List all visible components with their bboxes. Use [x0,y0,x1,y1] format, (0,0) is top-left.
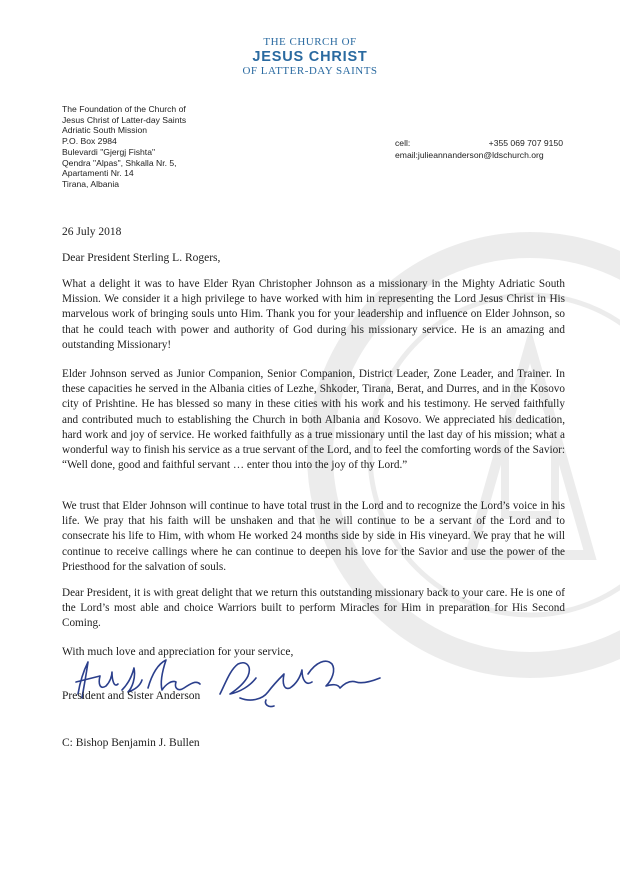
letterhead-line-main: JESUS CHRIST [252,48,368,65]
letter-date: 26 July 2018 [62,226,122,238]
body-paragraph: Elder Johnson served as Junior Companion, Senior Companion, District Leader, Zone Leader, and Trainer. In these capacities he served in the Albania cities of Lezhe, Shkoder, Tirana, Berat, and Durres, and in the Kosovo city of Prishtine. He has blessed so many in these cities with his work and his testimony. He served faithfully and contributed much to establishing the Church in both Albania and Kosovo. We appreciated his dedication, hard work and joy of service. He worked faithfully as a true missionary until the last day of his mission; what a wonderful way to finish his service as a true servant of the Lord, and to feel the comforting words of the Savior: “Well done, good and faithful servant … enter thou into the joy of thy Lord.” [62,368,565,472]
contact-info [395,138,563,161]
address-line: P.O. Box 2984 [62,136,117,147]
address-line: Jesus Christ of Latter-day Saints [62,114,187,125]
body-paragraph: We trust that Elder Johnson will continue to have total trust in the Lord and to recognize the Lord’s voice in his life. We pray that his faith will be unshaken and that he will continue to be a servant of the Lord and to consecrate his life to Him, with whom He worked 24 months side by side in His vineyard. We pray that he will continue to receive callings where he can continue to deepen his love for the Savior and use the power of the Priesthood for the salvation of souls. [62,500,565,573]
salutation: Dear President Sterling L. Rogers, [62,252,221,264]
closing-line: With much love and appreciation for your service, [62,646,294,658]
mission-address [62,104,186,190]
handwritten-signatures-icon [70,654,390,712]
email-line: email:julieannanderson@ldschurch.org [395,149,544,160]
cell-label: cell: [395,138,411,148]
cc-line: C: Bishop Benjamin J. Bullen [62,737,200,749]
cell-row [395,138,563,150]
cell-value: +355 069 707 9150 [488,138,563,148]
address-line: Apartamenti Nr. 14 [62,168,134,179]
signers-line: President and Sister Anderson [62,690,201,702]
letterhead-line-bottom: OF LATTER-DAY SAINTS [242,65,378,78]
letterhead-line-top: THE CHURCH OF [263,36,357,48]
address-line: Tirana, Albania [62,178,120,189]
address-line: Qendra "Alpas", Shkalla Nr. 5, [62,157,177,168]
body-paragraph: Dear President, it is with great delight that we return this outstanding missionary back to your care. He is one of the Lord’s most able and choice Warriors built to perform Miracles for Him in preparation for His Second Coming. [62,587,565,630]
address-line: Adriatic South Mission [62,125,148,136]
address-line: The Foundation of the Church of [62,104,186,114]
letterhead [0,36,620,78]
body-paragraph: What a delight it was to have Elder Ryan Christopher Johnson as a missionary in the Mighty Adriatic South Mission. We consider it a high privilege to have worked with him in representing the Lord Jesus Christ in His marvelous work of bringing souls unto Him. Thank you for your leadership and influence on Elder Johnson, so that he could teach with power and authority of God during his missionary service. He is an amazing and outstanding Missionary! [62,278,565,351]
address-line: Bulevardi "Gjergj Fishta" [62,146,156,157]
